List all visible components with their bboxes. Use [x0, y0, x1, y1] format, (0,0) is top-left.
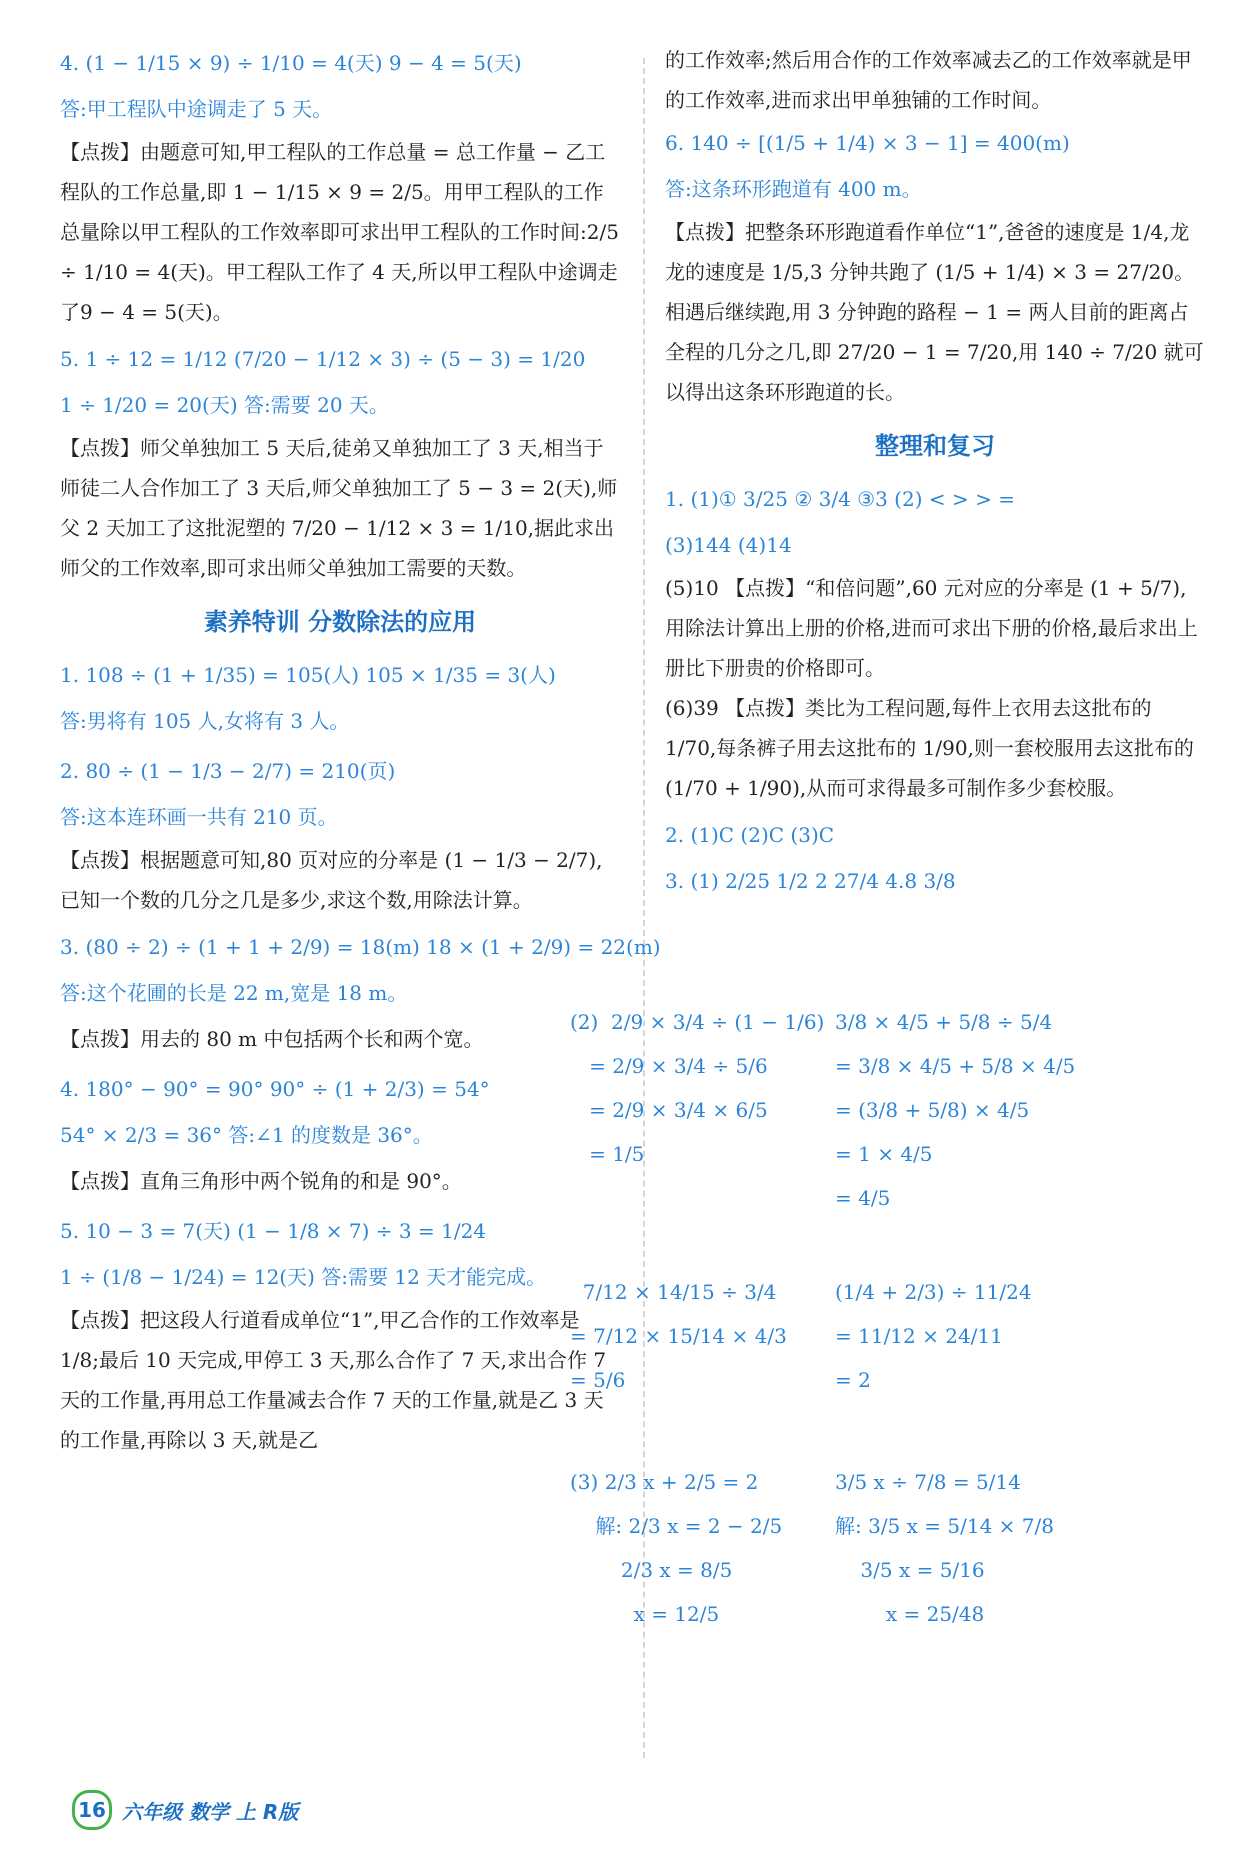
answer-s5 — [60, 1208, 620, 1460]
calc-block: (2) 2/9 × 3/4 ÷ (1 − 1/6) = 2/9 × 3/4 ÷ 5/6 = 2/9 × 3/4 × 6/5 = 1/5 — [570, 1010, 825, 1166]
equation: 5. 1 ÷ 12 = 1/12 (7/20 − 1/12 × 3) ÷ (5 − 3) = 1/20 — [60, 347, 586, 371]
equation: 1. 108 ÷ (1 + 1/35) = 105(人) 105 × 1/35 = 3(人) — [60, 663, 556, 687]
equation: 54° × 2/3 = 36° 答:∠1 的度数是 36°。 — [60, 1123, 433, 1147]
answer-s3 — [60, 924, 661, 1062]
equation: 1 ÷ 1/20 = 20(天) 答:需要 20 天。 — [60, 393, 389, 417]
review-2: 2. (1)C (2)C (3)C — [665, 823, 835, 847]
equation: 3. (80 ÷ 2) ÷ (1 + 1 + 2/9) = 18(m) 18 × (1 + 2/9) = 22(m) — [60, 935, 661, 959]
footer — [72, 1790, 298, 1830]
tip-text: 【点拨】把这段人行道看成单位“1”,甲乙合作的工作效率是 1/8;最后 10 天完成,甲停工 3 天,那么合作了 7 天,求出合作 7 天的工作量,再用总工作量减去合作 7 天的工作量,就是乙 3 天的工作量,再除以 3 天,就是乙 — [60, 1308, 607, 1452]
answer-5 — [60, 336, 620, 588]
answer-text: 答:甲工程队中途调走了 5 天。 — [60, 97, 333, 121]
equation: 4. 180° − 90° = 90° 90° ÷ (1 + 2/3) = 54° — [60, 1077, 490, 1101]
answer-s4 — [60, 1066, 620, 1204]
equation: 2. 80 ÷ (1 − 1/3 − 2/7) = 210(页) — [60, 759, 396, 783]
answer-line: 1. (1)① 3/25 ② 3/4 ③3 (2) < > > = — [665, 487, 1015, 511]
section-title: 素养特训 分数除法的应用 — [203, 608, 477, 636]
equation: 1 ÷ (1/8 − 1/24) = 12(天) 答:需要 12 天才能完成。 — [60, 1265, 547, 1289]
tip-text: 【点拨】师父单独加工 5 天后,徒弟又单独加工了 3 天,相当于师徒二人合作加工了 3 天后,师父单独加工了 5 − 3 = 2(天),师父 2 天加工了这批泥塑的 7/20 − 1/12 × 3 = 1/10,据此求出师父的工作效率,即可求出师父单独加工需要的天数。 — [60, 436, 618, 580]
answer-s1 — [60, 652, 620, 744]
equation: 5. 10 − 3 = 7(天) (1 − 1/8 × 7) ÷ 3 = 1/24 — [60, 1219, 487, 1243]
tip-text: 【点拨】用去的 80 m 中包括两个长和两个宽。 — [60, 1027, 484, 1051]
right-column — [665, 40, 1205, 904]
answer-text: 答:这个花圃的长是 22 m,宽是 18 m。 — [60, 981, 408, 1005]
answer-4 — [60, 40, 620, 332]
tip-text: 【点拨】把整条环形跑道看作单位“1”,爸爸的速度是 1/4,龙龙的速度是 1/5,3 分钟共跑了 (1/5 + 1/4) × 3 = 27/20。相遇后继续跑,用 3 分钟跑的路程 − 1 = 两人目前的距离占全程的几分之几,即 27/20 − 1 = 7/20,用 140 ÷ 7/20 就可以得出这条环形跑道的长。 — [665, 220, 1204, 404]
answer-text: 答:这本连环画一共有 210 页。 — [60, 805, 338, 829]
page-number: 16 — [72, 1790, 112, 1830]
tip-text: 【点拨】由题意可知,甲工程队的工作总量 = 总工作量 − 乙工程队的工作总量,即 1 − 1/15 × 9 = 2/5。用甲工程队的工作总量除以甲工程队的工作效率即可求出甲工程队的工作时间:2/5 ÷ 1/10 = 4(天)。甲工程队工作了 4 天,所以甲工程队中途调走了9 − 4 = 5(天)。 — [60, 140, 619, 324]
tip-text: (5)10 【点拨】“和倍问题”,60 元对应的分率是 (1 + 5/7),用除法计算出上册的价格,进而可求出下册的价格,最后求出上册比下册贵的价格即可。 — [665, 576, 1198, 680]
calc-block: 3/5 x ÷ 7/8 = 5/14 解: 3/5 x = 5/14 × 7/8 3/5 x = 5/16 x = 25/48 — [835, 1470, 1054, 1626]
answer-text: 答:男将有 105 人,女将有 3 人。 — [60, 709, 350, 733]
review-1 — [665, 476, 1205, 808]
calc-block: (3) 2/3 x + 2/5 = 2 解: 2/3 x = 2 − 2/5 2/3 x = 8/5 x = 12/5 — [570, 1470, 783, 1626]
answer-text: 答:这条环形跑道有 400 m。 — [665, 177, 922, 201]
left-column — [60, 40, 661, 1464]
watermark-image — [294, 1471, 305, 1482]
calc-block: 7/12 × 14/15 ÷ 3/4 = 7/12 × 15/14 × 4/3 = 5/6 — [570, 1280, 787, 1392]
tip-text: 【点拨】直角三角形中两个锐角的和是 90°。 — [60, 1169, 462, 1193]
tip-text: 【点拨】根据题意可知,80 页对应的分率是 (1 − 1/3 − 2/7),已知一个数的几分之几是多少,求这个数,用除法计算。 — [60, 848, 603, 912]
review-3-part1: 3. (1) 2/25 1/2 2 27/4 4.8 3/8 — [665, 869, 956, 893]
book-title: 六年级 数学 上 R版 — [122, 1799, 299, 1824]
equation: 6. 140 ÷ [(1/5 + 1/4) × 3 − 1] = 400(m) — [665, 131, 1070, 155]
equation: 4. (1 − 1/15 × 9) ÷ 1/10 = 4(天) 9 − 4 = 5(天) — [60, 51, 522, 75]
answer-s2 — [60, 748, 620, 920]
answer-6 — [665, 120, 1205, 412]
watermark-image — [254, 831, 265, 842]
tip-text: (6)39 【点拨】类比为工程问题,每件上衣用去这批布的 1/70,每条裤子用去这批布的 1/90,则一套校服用去这批布的 (1/70 + 1/90),从而可求得最多可制作多少套校服。 — [665, 696, 1194, 800]
continued-text: 的工作效率;然后用合作的工作效率减去乙的工作效率就是甲的工作效率,进而求出甲单独铺的工作时间。 — [665, 48, 1192, 112]
calc-block: (1/4 + 2/3) ÷ 11/24 = 11/12 × 24/11 = 2 — [835, 1280, 1032, 1392]
answer-line: (3)144 (4)14 — [665, 533, 792, 557]
calc-block: 3/8 × 4/5 + 5/8 ÷ 5/4 = 3/8 × 4/5 + 5/8 × 4/5 = (3/8 + 5/8) × 4/5 = 1 × 4/5 = 4/5 — [835, 1010, 1076, 1210]
section-title: 整理和复习 — [875, 432, 995, 460]
